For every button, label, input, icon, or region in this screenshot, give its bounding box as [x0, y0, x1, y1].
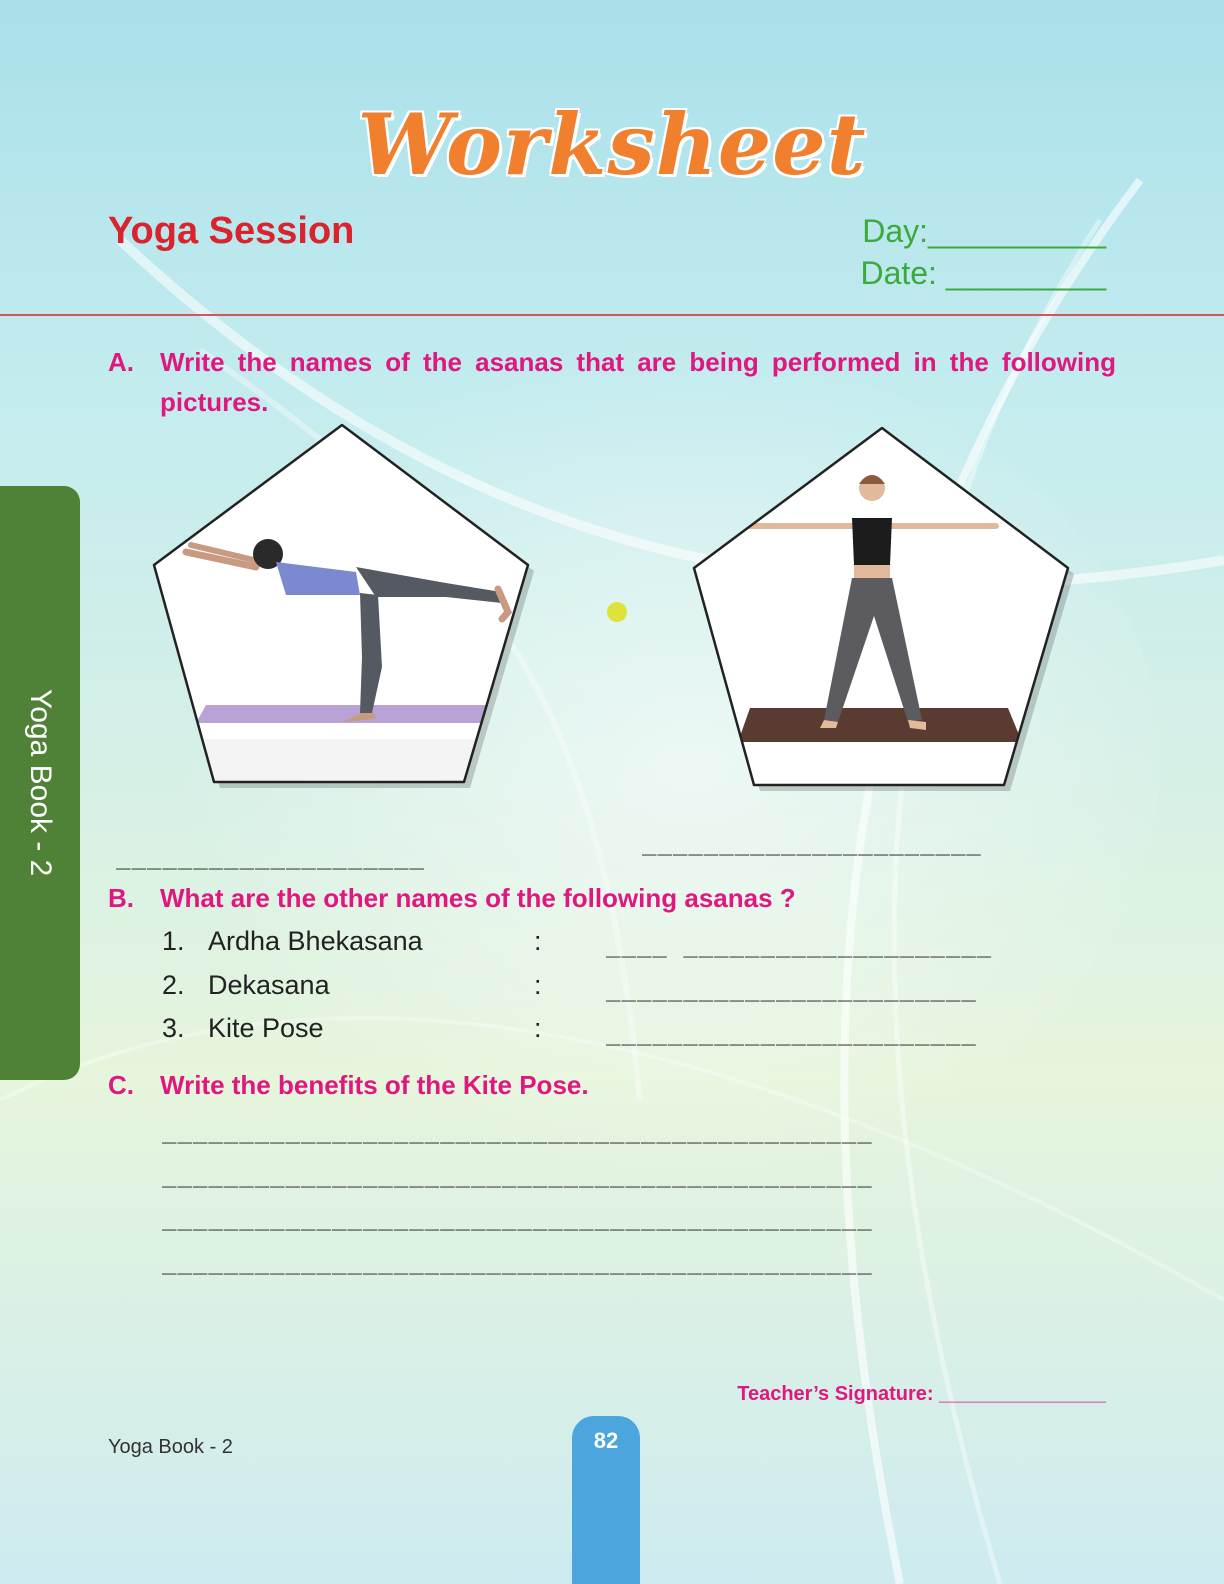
list-item: [162, 926, 423, 957]
answer-b-blank-2[interactable]: ________________________: [606, 974, 977, 1002]
answer-b-blank-1[interactable]: ____ ____________________: [606, 930, 993, 958]
list-item-colon: :: [534, 926, 542, 956]
list-item-name: Dekasana: [208, 970, 330, 1000]
question-a-number: A.: [108, 347, 134, 377]
question-c: [108, 1070, 589, 1101]
side-tab-label-wrapper: [0, 486, 80, 1080]
teacher-signature[interactable]: Teacher’s Signature: _______________: [737, 1383, 1106, 1405]
question-a-text: Write the names of the asanas that are being performed in the following pictures.: [160, 347, 1116, 417]
page-title: Worksheet: [357, 95, 867, 194]
day-label: Day:: [862, 213, 929, 249]
day-date-block: [786, 210, 1106, 294]
list-item: [162, 1013, 324, 1044]
date-label: Date:: [860, 255, 937, 291]
header-divider: [0, 314, 1224, 316]
section-subtitle: Yoga Session: [108, 210, 355, 252]
day-blank[interactable]: __________: [928, 213, 1106, 249]
page-number: 82: [593, 1428, 619, 1453]
decorative-dot: [607, 602, 627, 622]
side-tab-label: Yoga Book - 2: [24, 689, 57, 877]
answer-a-blank-2[interactable]: ______________________: [642, 828, 982, 856]
footer-book-title: Yoga Book - 2: [108, 1436, 233, 1458]
question-c-number: C.: [108, 1070, 134, 1100]
answer-c-line-1[interactable]: ______________________________________________: [162, 1116, 873, 1144]
question-b-text: What are the other names of the following asanas ?: [160, 883, 796, 913]
date-blank[interactable]: _________: [945, 255, 1106, 291]
list-item-name: Kite Pose: [208, 1013, 324, 1043]
date-row: [786, 252, 1106, 294]
list-item-number: 1.: [162, 926, 185, 956]
answer-c-line-3[interactable]: ______________________________________________: [162, 1203, 873, 1231]
list-item: [162, 970, 330, 1001]
answer-c-line-2[interactable]: ______________________________________________: [162, 1160, 873, 1188]
pose-image-warrior-three: [146, 417, 538, 792]
list-item-name: Ardha Bhekasana: [208, 926, 423, 956]
list-item-colon: :: [534, 970, 542, 1000]
question-c-text: Write the benefits of the Kite Pose.: [160, 1070, 589, 1100]
list-item-colon: :: [534, 1013, 542, 1043]
question-b-number: B.: [108, 883, 134, 913]
question-a: [108, 342, 1116, 417]
answer-a-blank-1[interactable]: ____________________: [116, 842, 425, 870]
answer-b-blank-3[interactable]: ________________________: [606, 1018, 977, 1046]
pose-image-standing-arms-extended: [686, 420, 1078, 795]
list-item-number: 3.: [162, 1013, 185, 1043]
question-b: [108, 883, 796, 914]
answer-c-line-4[interactable]: ______________________________________________: [162, 1247, 873, 1275]
list-item-number: 2.: [162, 970, 185, 1000]
day-row: [786, 210, 1106, 252]
